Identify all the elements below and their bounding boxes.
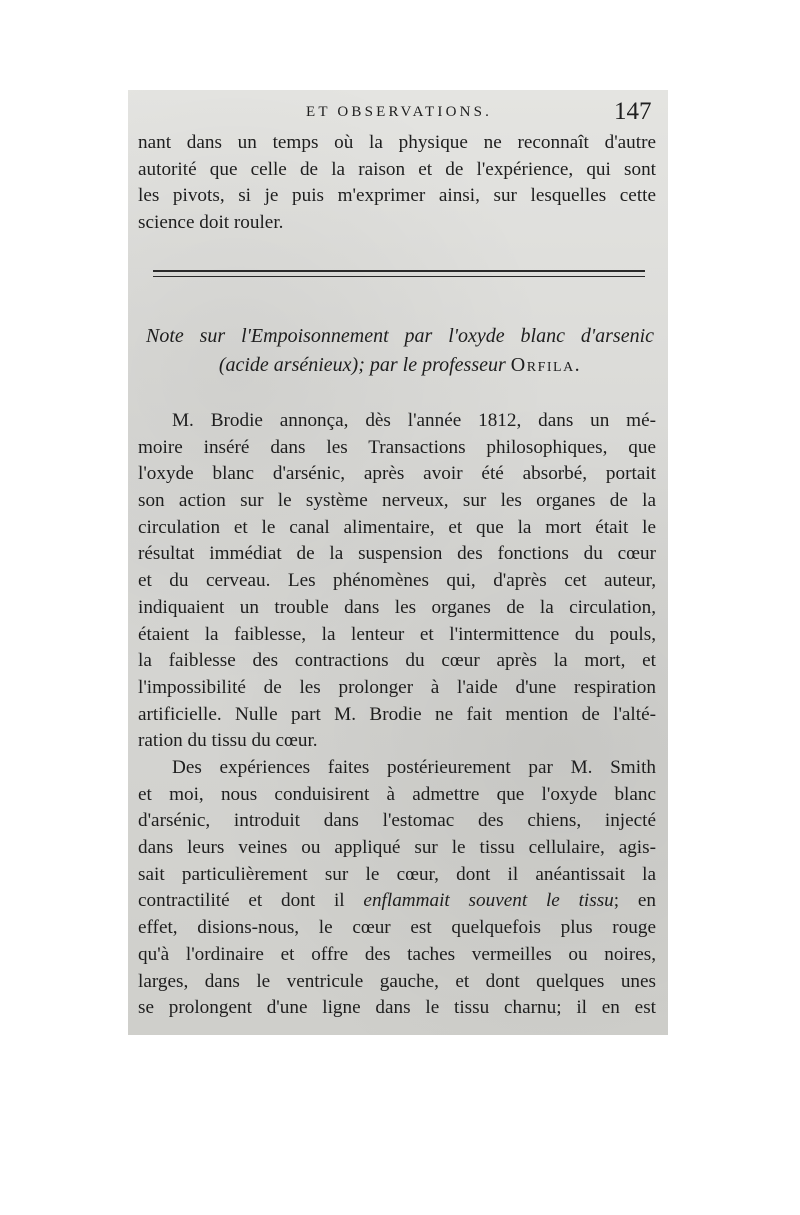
text-line: nant dans un temps où la physique ne reconnaît d'autre — [138, 132, 656, 153]
running-head: ET OBSERVATIONS. — [306, 104, 493, 120]
text-line: les pivots, si je puis m'exprimer ainsi, sur lesquelles cette — [138, 185, 656, 207]
text-line: son action sur le système nerveux, sur les organes de la — [138, 490, 656, 512]
text-line: sait particulièrement sur le cœur, dont il anéantissait la — [138, 863, 656, 885]
title-line-2-text: (acide arsénieux); par le professeur — [218, 354, 506, 376]
text-line: dans leurs veines ou appliqué sur le tissu cellulaire, agis- — [138, 837, 656, 859]
page-number: 147 — [614, 98, 652, 125]
text-line: l'impossibilité de les prolonger à l'aide d'une respiration — [138, 676, 656, 698]
text-line-mixed — [138, 888, 656, 915]
text-line: étaient la faiblesse, la lenteur et l'intermittence du pouls, — [138, 623, 656, 645]
text-run: contractilité et dont il — [138, 890, 345, 912]
italic-phrase: enflammait souvent le tissu — [363, 890, 614, 912]
section-divider-thin — [153, 276, 645, 277]
text-line: ration du tissu du cœur. — [138, 730, 318, 752]
text-line: moire inséré dans les Transactions philosophiques, que — [138, 436, 656, 458]
section-divider — [153, 270, 645, 272]
body-paragraph-1 — [138, 408, 656, 755]
text-line: et du cerveau. Les phénomènes qui, d'après cet auteur, — [138, 570, 656, 592]
text-line: science doit rouler. — [138, 212, 284, 234]
text-line: qu'à l'ordinaire et offre des taches vermeilles ou noires, — [138, 943, 656, 965]
text-line: artificielle. Nulle part M. Brodie ne fait mention de l'alté- — [138, 703, 656, 725]
text-line: Des expériences faites postérieurement par M. Smith — [172, 757, 656, 778]
text-run: ; en — [613, 890, 656, 912]
text-line: effet, disions-nous, le cœur est quelquefois plus rouge — [138, 917, 656, 939]
book-page — [128, 90, 668, 1035]
text-line: d'arsénic, introduit dans l'estomac des chiens, injecté — [138, 810, 656, 832]
title-line-1: Note sur l'Empoisonnement par l'oxyde blanc d'arsenic — [146, 325, 654, 347]
text-line: la faiblesse des contractions du cœur après la mort, et — [138, 650, 656, 672]
article-title — [146, 322, 654, 380]
body-paragraph-2 — [138, 755, 656, 1022]
text-line: circulation et le canal alimentaire, et que la mort était le — [138, 516, 656, 538]
page-header — [128, 100, 668, 128]
intro-paragraph — [138, 130, 656, 237]
text-line: larges, dans le ventricule gauche, et dont quelques unes — [138, 970, 656, 992]
title-line-2 — [146, 351, 654, 380]
text-line: autorité que celle de la raison et de l'expérience, qui sont — [138, 158, 656, 180]
text-line: M. Brodie annonça, dès l'année 1812, dans un mé- — [172, 410, 656, 431]
text-line: l'oxyde blanc d'arsénic, après avoir été absorbé, portait — [138, 463, 656, 485]
text-line: et moi, nous conduisirent à admettre que l'oxyde blanc — [138, 783, 656, 805]
author-name: Orfila. — [510, 354, 582, 376]
text-line: résultat immédiat de la suspension des fonctions du cœur — [138, 543, 656, 565]
text-line: indiquaient un trouble dans les organes de la circulation, — [138, 596, 656, 618]
text-line: se prolongent d'une ligne dans le tissu charnu; il en est — [138, 997, 656, 1019]
